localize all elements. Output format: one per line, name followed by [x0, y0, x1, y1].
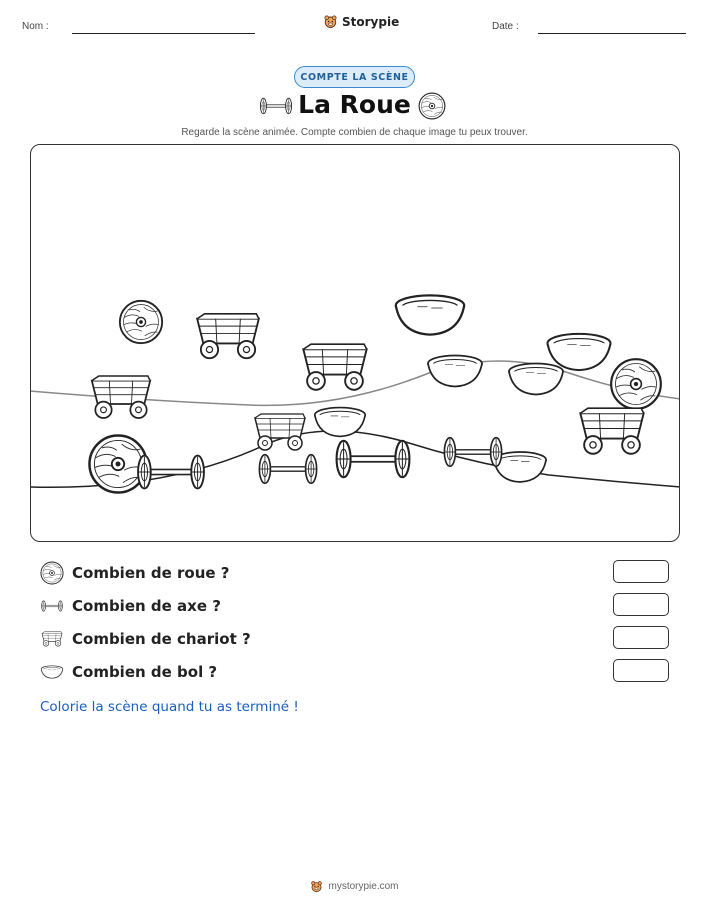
scene-axle: [337, 441, 410, 477]
answer-box-axle[interactable]: [613, 593, 669, 616]
answer-box-cart[interactable]: [613, 626, 669, 649]
scene-bowl: [428, 356, 482, 387]
scene-axle: [445, 438, 502, 467]
answer-box-wheel[interactable]: [613, 560, 669, 583]
brand-name: Storypie: [342, 14, 400, 29]
mascot-icon: [310, 880, 323, 893]
date-field[interactable]: [538, 33, 686, 34]
scene-cart: [255, 414, 305, 450]
question-label: Combien de roue ?: [72, 564, 230, 582]
scene-bowl: [509, 364, 563, 395]
scene-axle: [138, 456, 204, 489]
question-row-axle: [40, 593, 221, 619]
scene-bowl: [548, 334, 611, 370]
question-row-bowl: [40, 659, 217, 685]
instructions: Regarde la scène animée. Compte combien de chaque image tu peux trouver.: [181, 127, 528, 138]
brand-logo: [323, 14, 399, 29]
scene-wheel: [612, 360, 662, 410]
name-label: Nom :: [22, 21, 49, 32]
question-row-cart: [40, 626, 251, 652]
scene-cart: [581, 409, 644, 455]
activity-badge: COMPTE LA SCÈNE: [294, 66, 415, 88]
question-row-wheel: [40, 560, 230, 586]
scene-cart: [304, 345, 367, 391]
footer-site[interactable]: mystorypie.com: [328, 881, 399, 892]
scene-cart: [198, 314, 260, 358]
bowl-icon: [40, 664, 64, 680]
coloring-note: Colorie la scène quand tu as terminé !: [40, 699, 299, 715]
footer: [0, 880, 709, 893]
axle-icon: [40, 598, 64, 614]
scene-axle: [260, 455, 317, 484]
scene-illustration: [30, 144, 679, 541]
question-label: Combien de axe ?: [72, 597, 221, 615]
cart-icon: [40, 630, 64, 648]
wheel-icon: [40, 561, 64, 585]
scene-frame: [30, 144, 680, 542]
scene-wheel: [120, 301, 162, 343]
question-label: Combien de chariot ?: [72, 630, 251, 648]
scene-cart: [92, 376, 150, 418]
question-label: Combien de bol ?: [72, 663, 218, 681]
answer-box-bowl[interactable]: [613, 659, 669, 682]
page-title: La Roue: [298, 90, 411, 119]
scene-bowl: [396, 296, 464, 335]
name-field[interactable]: [72, 33, 255, 34]
mascot-icon: [323, 14, 338, 29]
date-label: Date :: [492, 21, 519, 32]
wheel-icon: [418, 92, 446, 120]
